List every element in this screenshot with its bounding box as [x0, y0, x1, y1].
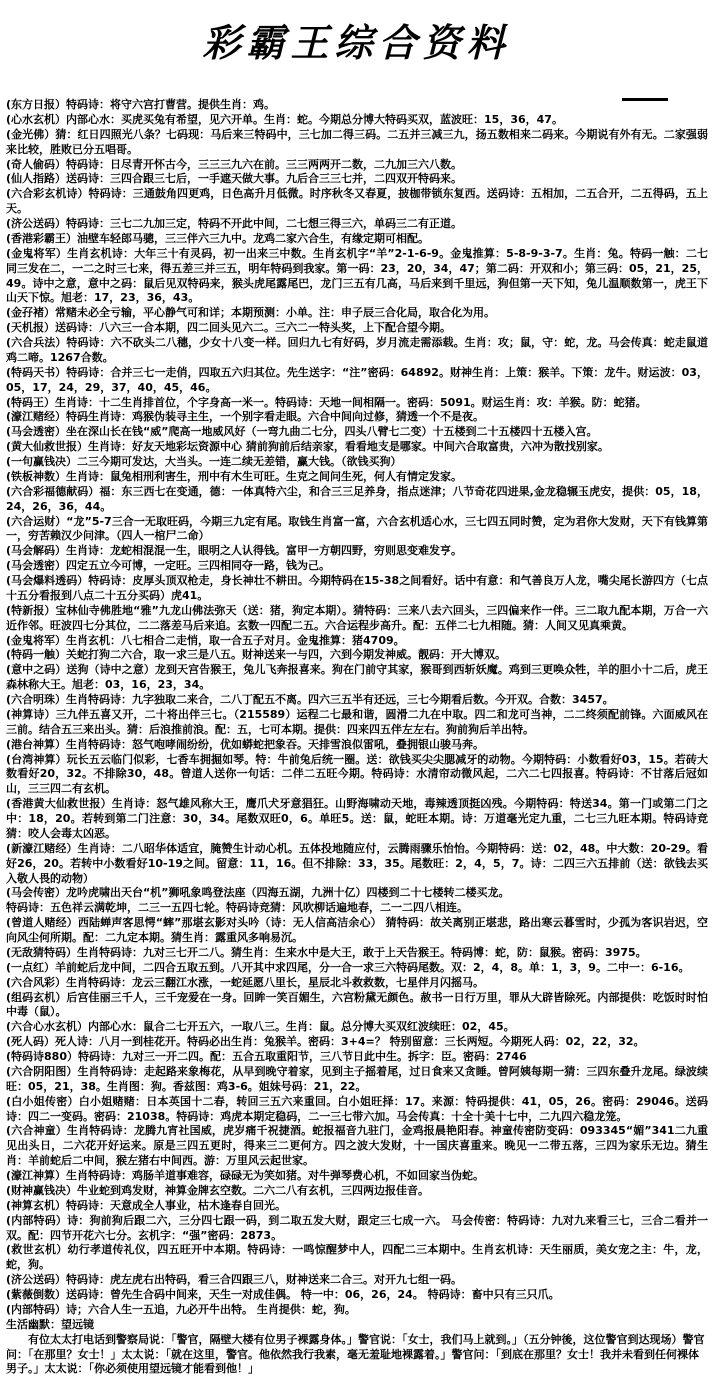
entry-item: (六合心水玄机）内部心水：鼠合二七开五六，一取八三。生肖：鼠。总分博大买双红波续旺：02，45。 [6, 1020, 515, 1034]
entry-item: (六合彩玄机诗）特码诗：三通鼓角四更鸡，日色高升月低微。时序秋冬又春夏，披枷带锁东复西。送码诗：五相加，二五合开，二五得码，五上天。 [6, 187, 708, 216]
entry-item: (意中之码）送狗（诗中之意）龙到天宫告猴王，兔儿飞奔报喜来。狗在门前守其家，猴哥到西斩妖魔。鸡到三更唤众牲，羊的胆小十二后，虎王森林称大王。旭老：03，16，23，34。 [6, 663, 708, 692]
entry-item: (白小姐传密）白小姐赌赌：日本英国十二春，转回三五六来重回。白小姐旺择：17。来源：特码提供：41，05，26。密码：29046。送码诗：四二一变码。密码：21038。特码诗：鸡虎本期定稳码，二一三七带六加。马会传真：十全十美十七中，二九四六稳龙笼。 [6, 1094, 708, 1123]
entry-item: (马会爆料透码）特码诗：皮厚头顶双枪走，身长神壮不耕田。今期特码在15-38之间看好。话中有意：和气善良万人龙，嘴尖尾长游四方（七点十五分看报到八点二十五分买码）虎41。 [6, 574, 708, 602]
story-body: 有位太太打电话到警察局说：「警官，隔壁大楼有位男子裸露身体。」警官说：「女士，我们马上就到。」（五分钟後，这位警官到达现场）警官问：「在那里？女士！」太太说：「就在这里，警官。他依然我行我素，毫无羞耻地裸露着。」警官问：「到底在那里？女士！我并未看到任何裸体男子。」太太说：「你必须使用望远镜才能看到他！」 [6, 1332, 705, 1376]
entry-item: (组码玄机）后宫佳丽三千人，三千宠爱在一身。回眸一笑百媚生，六宫粉黛无颜色。赦书一日行万里，罪从大辟皆除死。内部提供：吃饭时时怕中毒（鼠）。 [6, 990, 708, 1019]
entry-item: (金光佛）猜：红日四照光八条？七码现：马后来三特码中，三七加二得三码。二五并三减三九，扬五数相来二码来。今期说有外有无。二家强弱来比较，胜败已分五唱哥。 [6, 127, 708, 156]
entry-item: (财神赢钱决）牛业蛇到鸡发财，神算金牌玄空数。二六二八有玄机，三四两边报佳音。 [6, 1183, 430, 1197]
entry-item: (黄大仙救世报）生肖诗：好友天地彩坛资源中心 猜前狗前后结亲家，看看地支是哪家。中间六合取富贵，六冲为散找别家。 [6, 440, 609, 454]
entry-item: (一句赢钱决）二三今期可发达，大当头。一连二续无差错，赢大钱。（欲钱买狗） [6, 455, 402, 468]
entry-item: (特码王）生肖诗：十二生肖排首位，个字身高一米一。特码诗：天地一间相隔一。密码：5091。财运生肖：攻：羊猴。防：蛇猪。 [6, 395, 647, 409]
entry-item: (特码天书）特码诗：合并三七一走俏，四取五六归其位。先生送字：“注”密码：64892。财神生肖：上策：猴羊。下策：龙牛。财运波：03，05，17，24，29，37，40，45，46。 [6, 365, 708, 394]
entry-item: (金鬼将军）生肖玄机：八七相合二走悄，取一合五子对月。金鬼推算：猪4709。 [6, 633, 405, 647]
entry-item: (死人码）死人诗：八月一到桂花开。特码必出生肖：兔猴羊。密码：3+4=？ 特别留意：三长两短。今期死人码：02，22，32。 [6, 1035, 645, 1049]
entry-item: (神算诗）三九伴五喜又开，二十将出伴三七。（215589）运程二七最和谐，圆滑二九在中取。四二和龙可当神，二二终须配前锋。六面威风在三前。结合五三来出头。猜：后浪推前浪。配：五，七可本期。提供：四来四五伴左左右。狗前狗后羊出特。 [6, 707, 708, 736]
entry-item: (马会透密）坐在深山长在钱“威”爬高一地威风好（一弯九曲二七分，四头八臂七二变）十五楼到二十五楼四十五楼入宫。 [6, 425, 598, 439]
entry-item: (神算玄机）特码诗：天意成全人事业，枯木逢春自回光。 [6, 1198, 287, 1212]
entry-item: (马会透密）四定五立今可博，一定旺。三四相同夺一路，钱为己。 [6, 559, 331, 573]
entry-item: (天机报）送码诗：八六三一合本期，四二回头见六二。三六二一特头奖，上下配合望今期。 [6, 321, 452, 335]
story-heading: 生活幽默：望远镜 [6, 1317, 94, 1331]
entry-item: (香港黄大仙救世报）生肖诗：怒气雄风称大王，鹰爪犬牙意猖狂。山野海啸动天地，毒辣透顶挺凶残。今期特码：特送34。第一门或第二门之中：18，20。若转到第二门注意：30，34。尾数双旺0，6。单旺5。送：鼠，蛇旺本期。诗：万道毫光定九重，二七三九旺本期。特码诗竞猜：咬人会毒太凶恶。 [6, 797, 708, 840]
entry-item: (台湾神算）玩长五云临门似彩，七香车拥掘如琴。特：牛前兔后统一圈。送：欲钱买尖尖腮减牙的动物。今期特码：小数看好03，15。若砖大数看好20，32。不排除30，48。曾道人送你一句话：二伴二五旺今期。特码诗：水清帘动微风起，二六二七四报喜。特码诗：不甘落后冠如山，三三四二有玄机。 [6, 752, 708, 796]
entry-item: (濠江神算）生肖特码诗：鸡肠羊道事难容，碌碌无为笑如猪。对牛弹琴费心机，不如回家当伪蛇。 [6, 1169, 485, 1182]
entry-list [6, 98, 708, 1318]
entry-item: (铁板神数）生肖诗：鼠兔相刑利害生，刑中有木生可旺。生克之间问生死，何人有情定发家。 [6, 469, 463, 483]
entry-item: (濠江赌经）特码生肖诗：鸡猴伪装寻主生，一个别字看走眼。六合中间向过修，猜透一个不是夜。 [6, 410, 485, 424]
entry-item: (六合运财）“龙”5-7三合一无取旺码，今期三九定有尾。取钱生肖富一富，六合玄机适心水，三七四五同时赞，定为君你大发财，天下有钱算第一，穷苦赖汉少问津。（四人一棺尸二命） [6, 514, 708, 543]
entry-item: (六合神童）生肖特码诗：龙腾九宵社国威，虎岁痛千祝捷酒。蛇报福音九驻门，金鸡报晨艳阳春。神童传密防变码：093345“媚”341二九重见出头日，二六花开好运来。原是三四五更时，得来三二更何方。四之波大发财，十一国庆喜重来。晚见一二带五落，三四为家乐无边。猜生肖：羊前蛇后二中间，猴左猪右中间西。游：万里风云起世家。 [6, 1124, 708, 1168]
entry-item: (马会解码）生肖诗：龙蛇相混混一生，眼明之人认得钱。富甲一方朝四野，穷则思变难发亨。 [6, 544, 463, 558]
entry-item: (奇人偷码）特码诗：日尽青开怀古今，三三三九六在前。三三两两开二数，二九加三六八数。 [6, 157, 463, 171]
entry-item: (一点红）羊前蛇后龙中间，二四合五取五到。八开其中求四尾，分一合一求三六特码尾数。双：2，4，8。单：1，3，9。二中一：6-16。 [6, 960, 690, 974]
entry-item: (仙人指路）送码诗：三四合跟三七后，一手遮天做大事。九后合三三七并，二四双开特码来。 [6, 172, 463, 186]
entry-item: (六合明珠）生肖特码诗：九字独取二来合，二八丁配五不离。四六三五半有还远，三七今期看后数。今开双。合数：3457。 [6, 693, 614, 706]
entry-item: (内部特码）诗；六合人生一五追，九必开牛出特。 生肖提供：蛇，狗。 [6, 1302, 356, 1316]
entry-item: (济公送码）特码诗：虎左虎右出特码，看三合四跟三八，财神送来二合三。对开九七组一码。 [6, 1273, 463, 1287]
entry-item: (内部特码）诗：狗前狗后跟二六，三分四七跟一码，到二取五发大财，跟定三七成一六。 马会传密：特码诗：九对九来看三七，三合二看并一双。配：四节开花六七分。玄机字：“强”密码：2873。 [6, 1213, 708, 1242]
entry-item: 特码诗：五色祥云满乾坤，二三一五四七轮。特码诗竞猜：风吹柳话遍地春，二一二四八相连。 [6, 901, 468, 915]
entry-item: (马会传密）龙吟虎啸出天台“机”狮吼象鸣登法座（四海五湖，九洲十亿）四楼到二十七楼转二楼买龙。 [6, 886, 510, 900]
entry-item: (六合彩福德献码）福：东三西七在变通，德：一体真特六尘，和合三三足养身，指点迷津；八节奇花四进果,金龙稳辗玉虎安，提供：05，18，24，26，36，44。 [6, 484, 708, 513]
article-body [6, 98, 708, 1384]
entry-item: (港台神算）生肖特码诗：怒气咆哮闹纷纷，优如蟒蛇把象吞。天排雪浪似雷吼，叠拥银山骏马奔。 [6, 737, 485, 751]
entry-item: (金鬼将军）生肖玄机诗：大年三十有灵码，初一出来三中数。生肖玄机字“羊”2-1-6-9。金鬼推算：5-8-9-3-7。生肖：兔。特码一触：二七同三发在二，一二之时三七来，得五差三并三五，明年特码到我家。第一码：23，20，34，47；第二码：开双和小；第三码：05，21，25，49。诗中之意，意中之码：鼠后见双特码来，猴头虎尾露尾巴，龙门三五有几高，马后来到千里远，狗但第一天下知，兔儿温顺数第一，虎王下山天下惊。旭老：17，23，36，43。 [6, 246, 708, 305]
entry-item: (香港彩霸王）油壁车轻郎马骢，三三伴六三九中。龙鸡二家六合生，有缘定期可相配。 [6, 231, 430, 245]
entry-item: (救世玄机）幼行孝道传礼仪，四五旺开中本期。特码诗：一鸣惊醒梦中人，四配二三本期中。生肖玄机诗：天生丽质，美女宠之主：牛，龙，蛇，狗。 [6, 1243, 708, 1272]
entry-item: (六合兵法）特码诗：六不砍头二八穗，少女十八变一样。回归九七有好码，岁月流走需添载。生肖：攻；鼠，守：蛇，龙。马会传真：蛇走鼠道鸡二啼。1267合数。 [6, 336, 708, 364]
entry-item: (特新报）宝林仙寺佛胜地“雅”九龙山佛法弥天（送：猪，狗定本期）。猜特码：三来八去六回头，三四偏来作一伴。三二取九配本期，万合一六近作邻。旺波四七分其位，二二落差马后来追。玄数一四配二五。六合运程步高升。配：五伴二七九相随。猜：人间又见真乘黄。 [6, 603, 708, 632]
entry-item: (紫薇倒数）送码诗：曾先生合码中间来，天生一对成佳偶。 特一中：06，26，24。 特码诗：畜中只有三只爪。 [6, 1288, 560, 1301]
entry-item: (无敌猜特码）生肖特码诗：九对三七开二八。猜生肖：生来水中是大王，敢于上天告猴王。特码博：蛇，防：鼠猴。密码：3975。 [6, 945, 647, 959]
entry-item: (济公送码）特码诗：三七二九加三定，特码不开此中间，二七想三得三六，单码三二有正道。 [6, 217, 463, 230]
entry-item: (新濠江赌经）生肖诗：二八昭华体适宜，腌赞生计动心机。五体投地随应付，云腾雨骤乐怡怡。今期特码：送：02，48。中大数：20-29。看好26，20。若转中小数看好10-19之间。留意：11，16。但不排除：33，35。尾数旺：2，4，5，7。诗：二四三六五排前（送：欲钱去买入敬人畏的动物） [6, 841, 708, 885]
page-title: 彩霸王综合资料 [202, 20, 511, 65]
entry-item: (曾道人赌经）西陆蝉声客思愕“蟀”那堪玄影对头吟（诗：无人信高洁余心） 猜特码：故关离别正堪悲，路出寒云暮雪时，少孤为客识岩迟，空向风尘何所期。配：二九定本期。猜生肖：露重风多响易沉。 [6, 916, 708, 944]
entry-item: (特码诗880）特码诗：九对三一开二四。配：五合五取重阳节，三八节日此中生。拆字：臣。密码：2746 [6, 1050, 527, 1063]
entry-item: (金孖褚）常赌未必全亏输，平心静气可和详；本期预测：小单。注：申子辰三合化局，取合化为用。 [6, 306, 496, 320]
entry-item: (六合阴阳图）生肖特码诗：走起路来象梅花，从早到晚守着家，见到主子摇着尾，过日食来又贪睡。曾阿姨每期一猜：三四东叠升龙尾。绿波续旺：05，21，38。生肖图：狗。香兹图：鸡3-6。姐妹号码：21，22。 [6, 1064, 708, 1093]
entry-item: (特码一触）关蛇打狗二六合，取一求三是八五。财神送来一与四，六到今期发神威。靓码：开大博双。 [6, 648, 507, 662]
entry-item: (心水玄机）内部心水：买虎买兔有希望，见六开单。生肖：蛇。今期总分博大特码买双，蓝波旺：15，36，47。 [6, 112, 563, 126]
entry-item: (东方日报）特码诗：将守六宫打曹营。提供生肖：鸡。 [6, 98, 276, 111]
entry-item: (六合风彩）生肖特码诗：龙云三翻江水涨，一蛇延愿八里长，星辰北斗救救数，七星伴月闪摇马。 [6, 975, 485, 989]
